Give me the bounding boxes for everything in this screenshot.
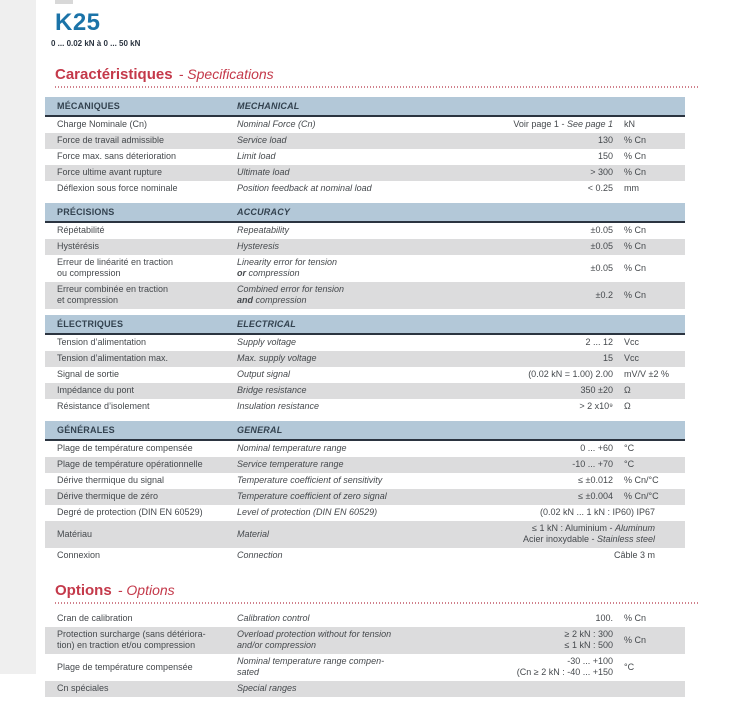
row-value: ≤ ±0.012 xyxy=(578,475,613,485)
table-row xyxy=(45,282,685,309)
table-row xyxy=(45,367,685,383)
row-label-en: Temperature coefficient of zero signal xyxy=(225,489,445,505)
row-value: 2 ... 12 xyxy=(585,337,613,347)
section-header-fr: GÉNÉRALES xyxy=(45,421,225,440)
row-label-en: Level of protection (DIN EN 60529) xyxy=(237,507,378,517)
row-label-fr: Plage de température opérationnelle xyxy=(45,457,225,473)
spec-table xyxy=(45,97,685,197)
row-unit: °C xyxy=(624,443,635,453)
heading-dotted-rule xyxy=(55,602,700,604)
table-row xyxy=(45,351,685,367)
row-label-en: Service load xyxy=(225,133,445,149)
table-row xyxy=(45,521,685,548)
table-row xyxy=(45,133,685,149)
row-label-en: Nominal Force (Cn) xyxy=(237,119,316,129)
specifications-heading xyxy=(55,64,731,85)
spec-table xyxy=(45,611,685,697)
row-label-en: Hysteresis xyxy=(225,239,445,255)
row-label-fr: Plage de température compensée xyxy=(57,661,193,672)
spec-table xyxy=(45,203,685,309)
row-unit: kN xyxy=(624,119,635,129)
spec-table xyxy=(45,315,685,415)
specifications-heading-en: - Specifications xyxy=(178,66,274,82)
row-value: ±0.05 xyxy=(590,262,613,273)
row-label-en: Combined error for tension and compression xyxy=(225,282,445,309)
row-unit: % Cn xyxy=(624,262,647,273)
row-label-en: Special ranges xyxy=(225,681,445,697)
options-table-container xyxy=(36,611,731,697)
row-label-fr: Erreur combinée en traction et compression xyxy=(45,282,225,309)
row-value: ±0.05 xyxy=(590,225,613,235)
row-unit: Vcc xyxy=(613,351,685,367)
options-heading xyxy=(55,580,731,601)
row-label-en: Supply voltage xyxy=(237,337,297,347)
table-row xyxy=(45,681,685,697)
row-label-fr: Matériau xyxy=(45,521,225,548)
row-value: Voir page 1 - See page 1 xyxy=(513,119,613,129)
row-label-fr: Tension d’alimentation xyxy=(57,337,147,347)
row-value: ±0.05 xyxy=(445,239,613,255)
page-edge-mark xyxy=(55,0,73,4)
row-label-en: Connection xyxy=(237,550,283,560)
row-label-fr: Signal de sortie xyxy=(57,369,120,379)
section-header-en: ACCURACY xyxy=(225,203,685,222)
table-row xyxy=(45,239,685,255)
section-header-fr: PRÉCISIONS xyxy=(45,203,225,222)
row-label-fr: Répétabilité xyxy=(57,225,105,235)
row-unit: % Cn xyxy=(624,151,647,161)
row-unit: Ω xyxy=(613,383,685,399)
row-unit: % Cn xyxy=(624,613,647,623)
row-label-en: Output signal xyxy=(237,369,291,379)
table-row xyxy=(45,440,685,457)
row-label-fr: Force de travail admissible xyxy=(45,133,225,149)
section-header-row xyxy=(45,97,685,116)
row-label-en: Position feedback at nominal load xyxy=(237,183,372,193)
row-value: (0.02 kN = 1.00) 2.00 xyxy=(528,369,613,379)
row-label-en: Max. supply voltage xyxy=(225,351,445,367)
row-label-fr: Cran de calibration xyxy=(57,613,133,623)
section-header-fr: ÉLECTRIQUES xyxy=(45,315,225,334)
row-label-fr: Déflexion sous force nominale xyxy=(57,183,178,193)
section-header-row xyxy=(45,315,685,334)
row-unit: °C xyxy=(624,661,635,672)
product-title: K25 xyxy=(55,9,101,36)
row-label-fr: Hystérésis xyxy=(45,239,225,255)
table-row xyxy=(45,473,685,489)
section-header-en: ELECTRICAL xyxy=(225,315,685,334)
row-label-en: Nominal temperature range xyxy=(237,443,347,453)
row-label-fr: Dérive thermique de zéro xyxy=(45,489,225,505)
row-value: > 300 xyxy=(445,165,613,181)
spec-table xyxy=(45,421,685,564)
row-value: ±0.2 xyxy=(445,282,613,309)
row-unit: mm xyxy=(624,183,639,193)
table-row xyxy=(45,116,685,133)
row-value: (0.02 kN ... 1 kN : IP60) IP67 xyxy=(539,507,656,517)
row-value: -10 ... +70 xyxy=(445,457,613,473)
row-value: 130 xyxy=(445,133,613,149)
row-unit: Ω xyxy=(624,401,631,411)
row-label-en: Overload protection without for tension and/or compression xyxy=(225,627,445,654)
table-row xyxy=(45,611,685,627)
section-header-fr: MÉCANIQUES xyxy=(45,97,225,116)
table-row xyxy=(45,149,685,165)
row-label-en: Bridge resistance xyxy=(225,383,445,399)
row-value: -30 ... +100 (Cn ≥ 2 kN : -40 ... +150 xyxy=(516,656,613,677)
table-row xyxy=(45,334,685,351)
table-row xyxy=(45,399,685,415)
row-unit: mV/V ±2 % xyxy=(624,369,669,379)
table-row xyxy=(45,222,685,239)
row-label-en: Ultimate load xyxy=(225,165,445,181)
table-row xyxy=(45,654,685,681)
row-value: 0 ... +60 xyxy=(580,443,613,453)
table-row xyxy=(45,489,685,505)
options-heading-en: - Options xyxy=(117,582,175,598)
row-label-en: Nominal temperature range compen- sated xyxy=(237,656,385,677)
row-value xyxy=(445,681,685,697)
row-value: ≤ ±0.004 xyxy=(445,489,613,505)
row-label-fr: Charge Nominale (Cn) xyxy=(57,119,148,129)
row-unit: % Cn xyxy=(613,282,685,309)
table-row xyxy=(45,255,685,282)
table-row xyxy=(45,505,685,521)
row-label-fr: Force ultime avant rupture xyxy=(45,165,225,181)
row-label-en: Linearity error for tension or compression xyxy=(237,257,338,278)
table-row xyxy=(45,548,685,564)
specifications-heading-fr: Caractéristiques xyxy=(55,66,173,83)
row-label-fr: Tension d’alimentation max. xyxy=(45,351,225,367)
row-unit: % Cn/°C xyxy=(624,475,659,485)
row-unit: % Cn xyxy=(624,225,647,235)
section-header-row xyxy=(45,203,685,222)
table-row xyxy=(45,457,685,473)
row-label-fr: Protection surcharge (sans détériora- tion) en traction et/ou compression xyxy=(45,627,225,654)
section-header-row xyxy=(45,421,685,440)
row-value: < 0.25 xyxy=(587,183,613,193)
row-label-en: Repeatability xyxy=(237,225,290,235)
row-label-en: Material xyxy=(225,521,445,548)
row-label-fr: Plage de température compensée xyxy=(57,443,193,453)
row-label-en: Temperature coefficient of sensitivity xyxy=(237,475,383,485)
section-header-en: MECHANICAL xyxy=(225,97,685,116)
row-label-fr: Force max. sans déterioration xyxy=(57,151,177,161)
row-unit: % Cn xyxy=(613,627,685,654)
row-unit: Vcc xyxy=(624,337,640,347)
row-label-en: Insulation resistance xyxy=(237,401,320,411)
row-label-en: Calibration control xyxy=(237,613,310,623)
row-value: Câble 3 m xyxy=(614,550,656,560)
row-value: ≥ 2 kN : 300 ≤ 1 kN : 500 xyxy=(445,627,613,654)
row-unit: % Cn xyxy=(613,165,685,181)
datasheet-page xyxy=(36,0,731,703)
row-label-fr: Dérive thermique du signal xyxy=(57,475,165,485)
row-label-fr: Erreur de linéarité en traction ou compression xyxy=(57,257,174,278)
row-value: ≤ 1 kN : Aluminium - Aluminum Acier inoxydable - Stainless steel xyxy=(445,521,685,548)
row-unit: % Cn xyxy=(613,133,685,149)
options-heading-fr: Options xyxy=(55,582,112,599)
row-label-en: Service temperature range xyxy=(225,457,445,473)
row-unit: % Cn xyxy=(613,239,685,255)
product-range: 0 ... 0.02 kN à 0 ... 50 kN xyxy=(51,39,141,48)
page-left-margin xyxy=(0,0,36,674)
row-label-fr: Impédance du pont xyxy=(45,383,225,399)
row-unit: °C xyxy=(613,457,685,473)
row-value: 150 xyxy=(597,151,613,161)
specifications-tables xyxy=(36,97,731,564)
heading-dotted-rule xyxy=(55,86,700,88)
table-row xyxy=(45,181,685,197)
table-row xyxy=(45,165,685,181)
row-value: > 2 x10⁹ xyxy=(579,401,613,411)
row-value: 100. xyxy=(595,613,613,623)
row-value: 15 xyxy=(445,351,613,367)
table-row xyxy=(45,383,685,399)
row-value: 350 ±20 xyxy=(445,383,613,399)
row-label-en: Limit load xyxy=(237,151,276,161)
row-label-fr: Cn spéciales xyxy=(45,681,225,697)
section-header-en: GENERAL xyxy=(225,421,685,440)
row-label-fr: Résistance d’isolement xyxy=(57,401,150,411)
row-label-fr: Connexion xyxy=(57,550,101,560)
table-row xyxy=(45,627,685,654)
row-unit: % Cn/°C xyxy=(613,489,685,505)
row-label-fr: Degré de protection (DIN EN 60529) xyxy=(57,507,203,517)
